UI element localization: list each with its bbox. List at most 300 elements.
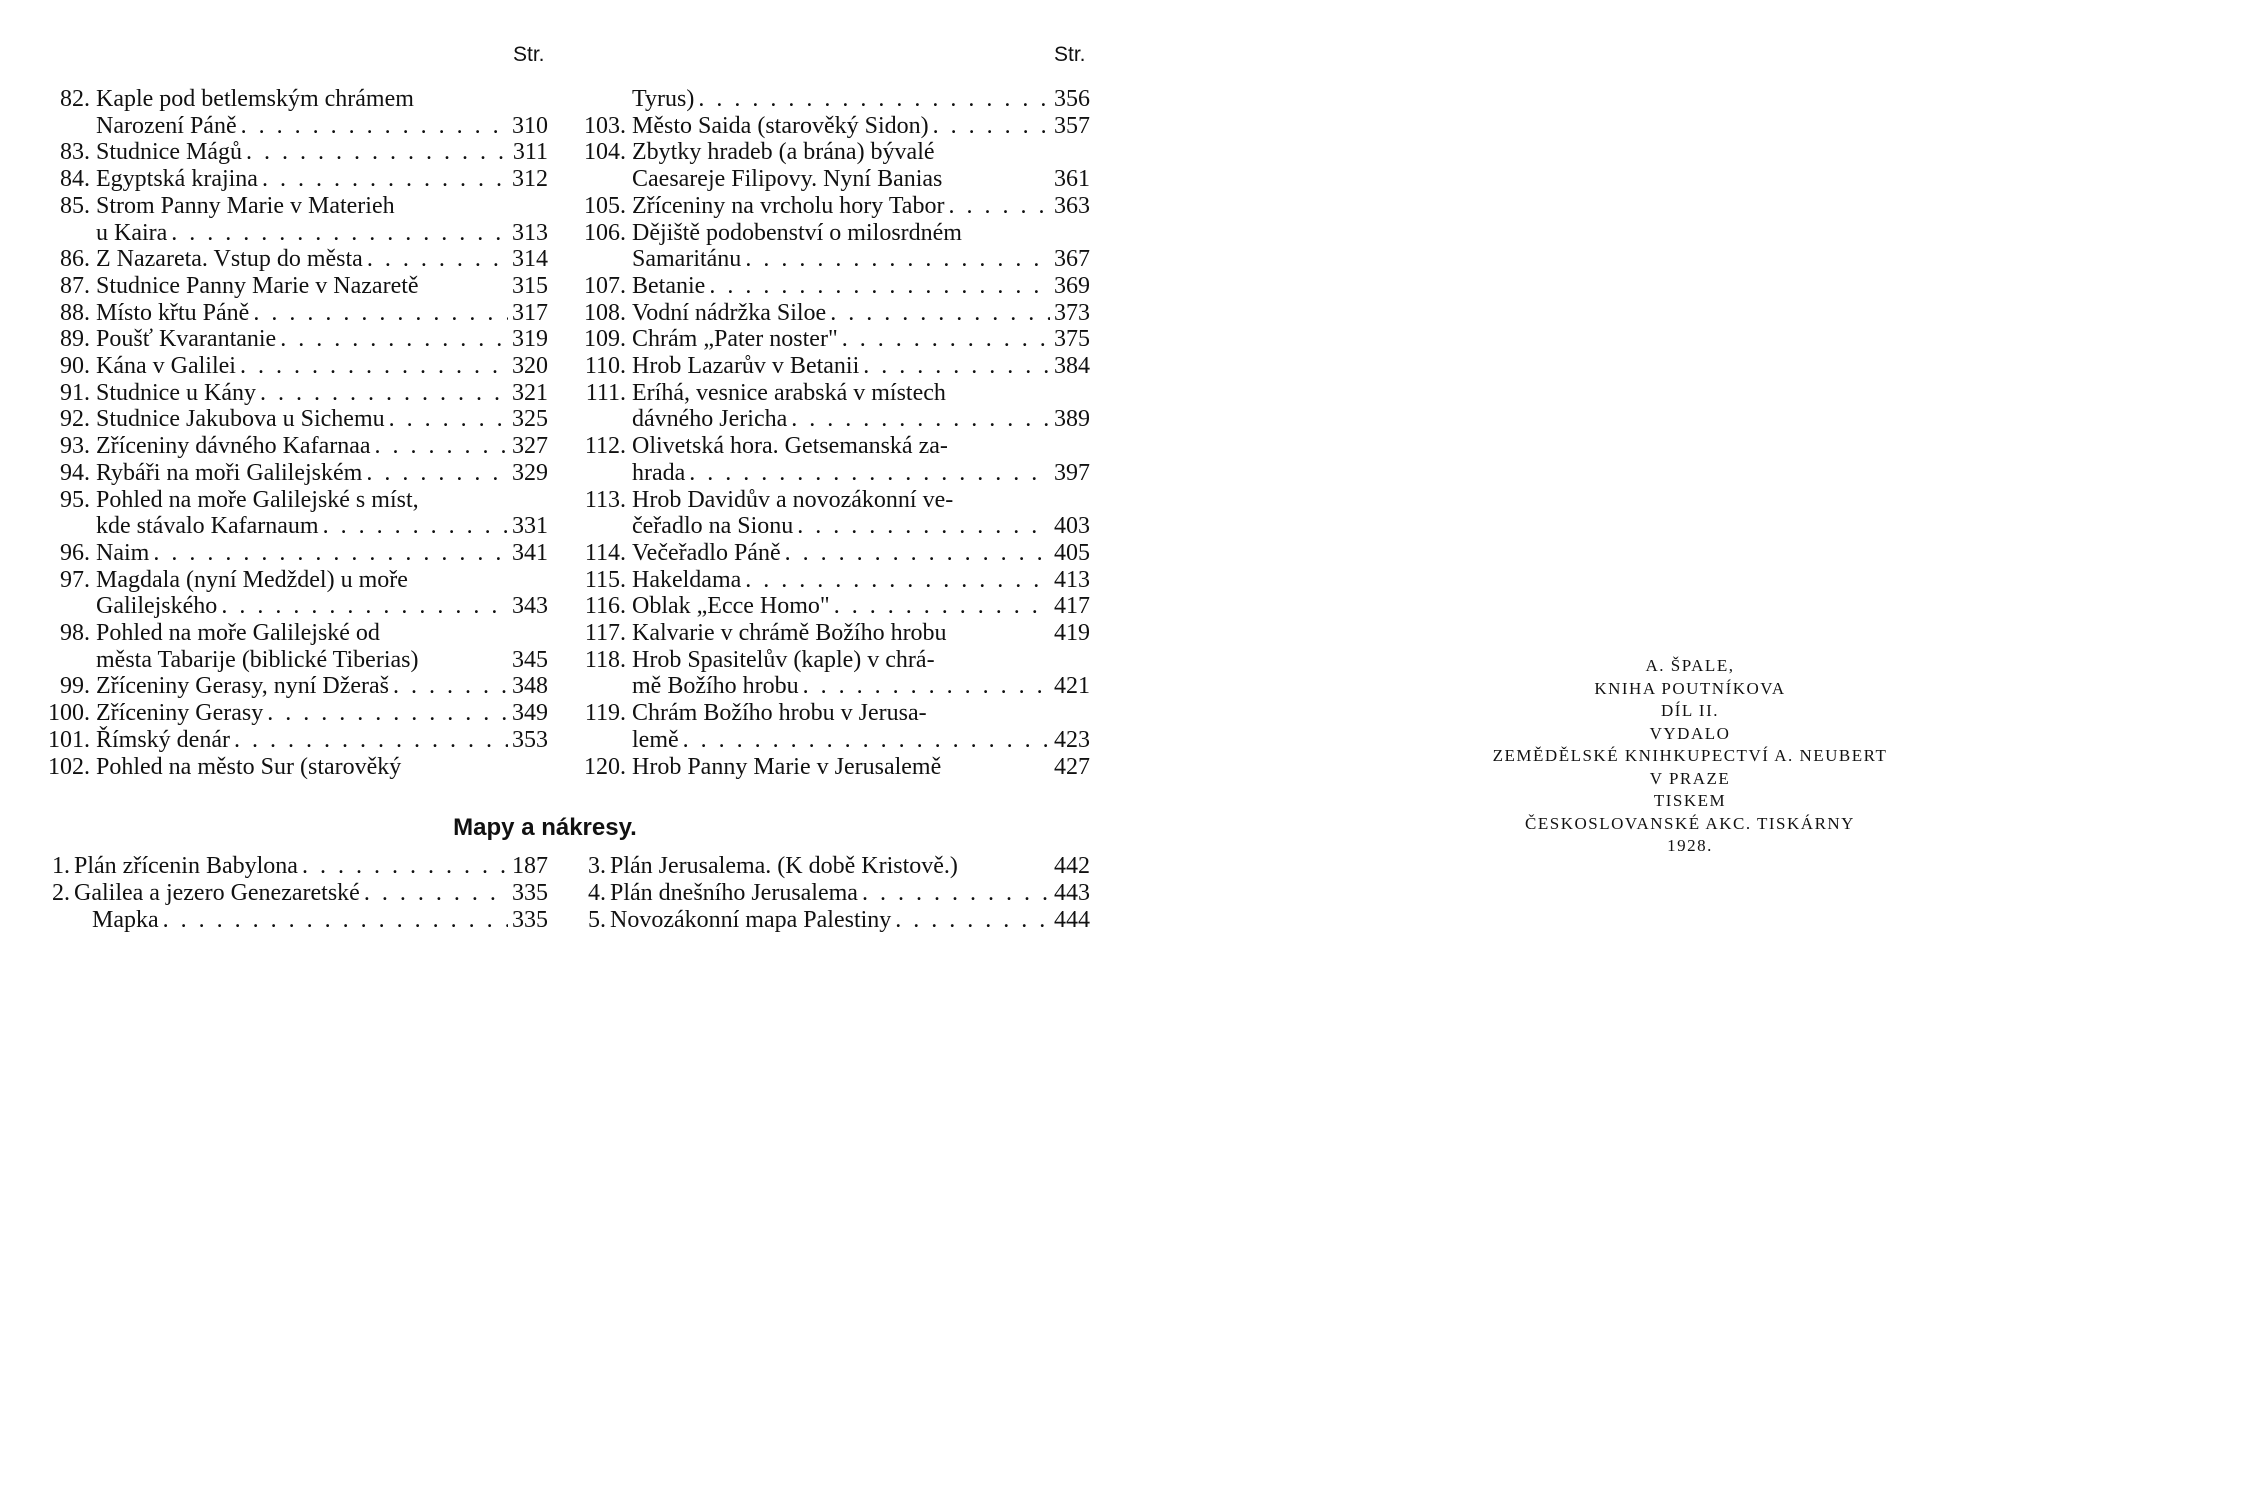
entry-title: Hrob Panny Marie v Jerusalemě [632,753,942,780]
toc-entry [576,326,1090,353]
entry-number: 113. [584,486,626,513]
entry-number: 106. [584,219,626,246]
entry-title: Egyptská krajina [96,166,258,193]
entry-number: 86. [60,246,90,273]
entry-number: 85. [60,192,90,219]
entry-page-number: 320 [512,353,548,380]
entry-title: Narození Páně [96,112,237,139]
entry-page-number: 349 [512,700,548,727]
dot-leader [741,567,1050,594]
dot-leader [258,166,508,193]
entry-title: Rybáři na moři Galilejském [96,459,363,486]
toc-entry [576,380,1090,433]
toc-entry [576,754,1090,781]
entry-line [632,86,1090,113]
entry-title: Studnice Mágů [96,139,242,166]
entry-title: Chrám „Pater noster" [632,326,838,353]
maps-heading: Mapy a nákresy. [453,814,637,841]
entry-page-number: 417 [1054,593,1090,620]
toc-entry [576,700,1090,753]
entry-number: 104. [584,139,626,166]
entry-line [632,139,1090,166]
dot-leader [167,220,508,247]
toc-entry [576,647,1090,700]
entry-title: Galilejského [96,593,218,620]
entry-title: Vodní nádržka Siloe [632,299,827,326]
entry-line [610,880,1090,907]
entry-number: 99. [60,673,90,700]
entry-page-number: 319 [512,326,548,353]
dot-leader [705,273,1050,300]
entry-number: 83. [60,139,90,166]
entry-number: 114. [584,539,626,566]
entry-line [96,113,548,140]
toc-entry [40,406,548,433]
entry-line [96,620,548,647]
entry-line [96,166,548,193]
dot-leader [793,513,1050,540]
entry-title: Zříceniny na vrcholu hory Tabor [632,192,945,219]
dot-leader [858,880,1050,907]
entry-line [632,513,1090,540]
entry-line [632,460,1090,487]
dot-leader [741,246,1050,273]
entry-page-number: 335 [512,880,548,906]
entry-page-number: 423 [1054,726,1090,753]
toc-entry [40,193,548,246]
entry-number: 5. [588,907,606,933]
toc-entry [40,460,548,487]
colophon-line: ZEMĚDĚLSKÉ KNIHKUPECTVÍ A. NEUBERT [1492,746,1888,765]
dot-leader [230,727,508,754]
entry-line [632,300,1090,327]
entry-title: Plán zřícenin Babylona [74,853,298,879]
entry-title: Tyrus) [632,86,695,112]
entry-title: Hrob Lazarův v Betanii [632,353,860,380]
dot-leader [217,593,508,620]
entry-number: 108. [584,299,626,326]
entry-number: 89. [60,326,90,353]
entry-line [96,326,548,353]
dot-leader [679,727,1050,754]
entry-title: Betanie [632,272,706,299]
entry-line [96,700,548,727]
maps-column-right [576,853,1090,934]
entry-line [96,300,548,327]
entry-page-number: 442 [1054,853,1090,879]
entry-line [632,193,1090,220]
page-column-header-left: Str. [513,43,545,66]
entry-title: Naim [96,539,150,566]
entry-line [632,433,1090,460]
entry-number: 88. [60,299,90,326]
map-list-item [576,907,1090,934]
entry-number: 118. [584,646,626,673]
colophon-line: DÍL II. [1660,701,1719,720]
entry-line [96,487,548,514]
entry-page-number: 427 [1054,753,1090,780]
toc-entry [40,273,548,300]
entry-page-number: 348 [512,673,548,700]
entry-number: 91. [60,379,90,406]
entry-line [632,246,1090,273]
entry-page-number: 325 [512,406,548,433]
entry-line [632,406,1090,433]
toc-entry [576,567,1090,594]
entry-number: 4. [588,880,606,906]
entry-title: Dějiště podobenství o milosrdném [632,219,962,246]
entry-line [632,593,1090,620]
entry-number: 117. [584,620,626,647]
toc-entry [40,567,548,620]
entry-title: kde stávalo Kafarnaum [96,513,319,540]
toc-entry [40,700,548,727]
toc-entry [40,139,548,166]
entry-number: 96. [60,539,90,566]
entry-title: Pohled na moře Galilejské od [96,620,380,647]
entry-page-number: 419 [1054,620,1090,647]
entry-number: 92. [60,406,90,433]
entry-page-number: 310 [512,112,548,139]
entry-line [74,907,548,934]
entry-line [632,754,1090,781]
entry-title: Studnice u Kány [96,379,256,406]
entry-number: 112. [584,433,626,460]
dot-leader [319,513,508,540]
entry-number: 2. [52,880,70,906]
toc-entry [576,193,1090,220]
entry-page-number: 353 [512,726,548,753]
entry-title: Místo křtu Páně [96,299,250,326]
entry-line [96,246,548,273]
entry-number: 87. [60,272,90,299]
entry-page-number: 421 [1054,673,1090,700]
entry-title: Mapka [92,907,159,933]
colophon-line: VYDALO [1649,723,1731,743]
dot-leader [838,326,1050,353]
entry-number: 115. [584,566,626,593]
entry-page-number: 187 [512,853,548,879]
toc-entry [576,433,1090,486]
entry-page-number: 397 [1054,459,1090,486]
entry-number: 93. [60,433,90,460]
entry-title: Kalvarie v chrámě Božího hrobu [632,620,947,647]
dot-leader [389,673,508,700]
entry-page-number: 356 [1054,86,1090,112]
dot-leader [237,113,508,140]
entry-line [96,647,548,674]
toc-entry [576,300,1090,327]
dot-leader [859,353,1050,380]
entry-number: 82. [60,86,90,112]
toc-entry [576,113,1090,140]
entry-number: 102. [48,753,90,780]
dot-leader [787,406,1050,433]
colophon-line: A. ŠPALE, [1645,656,1735,675]
entry-title: Plán Jerusalema. (K době Kristově.) [610,853,958,879]
entry-page-number: 444 [1054,907,1090,933]
entry-line [632,540,1090,567]
entry-number: 109. [584,326,626,353]
entry-page-number: 335 [512,907,548,933]
entry-number: 1. [52,853,70,879]
entry-page-number: 369 [1054,272,1090,299]
entry-title: Hrob Davidův a novozákonní ve- [632,486,954,513]
dot-leader [360,880,508,907]
toc-entry [576,273,1090,300]
entry-title: Kána v Galilei [96,353,236,380]
entry-title: Hakeldama [632,566,742,593]
toc-column-right [576,86,1090,780]
dot-leader [236,353,508,380]
entry-line [632,380,1090,407]
entry-line [96,433,548,460]
entry-page-number: 403 [1054,513,1090,540]
entry-title: dávného Jericha [632,406,788,433]
toc-entry [40,246,548,273]
entry-line [632,673,1090,700]
dot-leader [799,673,1050,700]
toc-entry [40,487,548,540]
dot-leader [276,326,508,353]
entry-title: Plán dnešního Jerusalema [610,880,858,906]
entry-page-number: 312 [512,166,548,193]
dot-leader [159,907,508,934]
entry-title: mě Božího hrobu [632,673,799,700]
entry-line [74,880,548,907]
entry-title: Samaritánu [632,246,742,273]
entry-line [632,700,1090,727]
toc-entry [576,593,1090,620]
entry-line [96,540,548,567]
entry-line [96,727,548,754]
toc-column-left [40,86,548,780]
entry-title: Strom Panny Marie v Materieh [96,192,395,219]
entry-page-number: 331 [512,513,548,540]
toc-entry [40,380,548,407]
entry-title: lemě [632,726,679,753]
colophon-line: V PRAZE [1649,768,1731,788]
entry-line [632,326,1090,353]
entry-line [632,567,1090,594]
entry-title: Galilea a jezero Genezaretské [74,880,360,906]
toc-entry [40,86,548,139]
toc-entry [576,620,1090,647]
entry-title: Večeřadlo Páně [632,539,781,566]
entry-number: 3. [588,853,606,879]
map-list-item [576,853,1090,880]
toc-entry [40,166,548,193]
entry-title: Studnice Panny Marie v Nazaretě [96,272,419,299]
entry-page-number: 313 [512,219,548,246]
entry-number: 90. [60,353,90,380]
dot-leader [362,460,508,487]
entry-line [96,567,548,594]
toc-entry [576,139,1090,192]
entry-line [632,647,1090,674]
entry-title: Magdala (nyní Medždel) u moře [96,566,408,593]
entry-line [610,853,1090,880]
entry-title: hrada [632,459,686,486]
dot-leader [385,406,508,433]
entry-line [96,406,548,433]
toc-entry [40,353,548,380]
entry-page-number: 357 [1054,112,1090,139]
entry-line [96,86,548,113]
entry-line [96,353,548,380]
entry-title: Chrám Božího hrobu v Jerusa- [632,700,927,727]
entry-title: Z Nazareta. Vstup do města [96,246,363,273]
entry-line [96,380,548,407]
entry-line [74,853,548,880]
entry-page-number: 384 [1054,353,1090,380]
entry-number: 116. [584,593,626,620]
entry-number: 111. [585,379,626,406]
toc-entry [40,540,548,567]
entry-line [632,113,1090,140]
entry-number: 84. [60,166,90,193]
entry-number: 105. [584,192,626,219]
entry-title: Pohled na město Sur (starověký [96,753,402,780]
entry-page-number: 317 [512,299,548,326]
entry-title: Hrob Spasitelův (kaple) v chrá- [632,646,935,673]
entry-line [96,193,548,220]
entry-number: 107. [584,272,626,299]
entry-number: 97. [60,566,90,593]
toc-entry [576,220,1090,273]
entry-page-number: 343 [512,593,548,620]
entry-title: čeřadlo na Sionu [632,513,794,540]
toc-entry [576,86,1090,113]
entry-title: Kaple pod betlemským chrámem [96,86,414,112]
entry-title: Město Saida (starověký Sidon) [632,112,929,139]
entry-page-number: 329 [512,459,548,486]
entry-number: 119. [584,700,626,727]
toc-entry [576,487,1090,540]
colophon-line: KNIHA POUTNÍKOVA [1594,678,1786,698]
toc-entry [40,300,548,327]
dot-leader [149,540,508,567]
toc-entry [40,673,548,700]
dot-leader [929,113,1050,140]
entry-title: Zříceniny dávného Kafarnaa [96,433,371,460]
entry-number: 120. [584,753,626,780]
dot-leader [263,700,508,727]
entry-line [632,620,1090,647]
entry-page-number: 413 [1054,566,1090,593]
entry-title: Zříceniny Gerasy, nyní Džeraš [96,673,389,700]
entry-title: Poušť Kvarantanie [96,326,277,353]
map-list-item [576,880,1090,907]
entry-line [96,460,548,487]
page-column-header-right: Str. [1054,43,1086,66]
entry-page-number: 373 [1054,299,1090,326]
dot-leader [298,853,508,880]
colophon-line: 1928. [1667,836,1713,855]
entry-page-number: 405 [1054,539,1090,566]
toc-entry [576,353,1090,380]
entry-line [632,487,1090,514]
entry-page-number: 363 [1054,192,1090,219]
entry-page-number: 367 [1054,246,1090,273]
colophon-line: ČESKOSLOVANSKÉ AKC. TISKÁRNY [1525,813,1855,833]
entry-page-number: 327 [512,433,548,460]
dot-leader [826,300,1050,327]
entry-title: u Kaira [96,219,168,246]
map-list-item [40,853,548,880]
entry-title: Caesareje Filipovy. Nyní Banias [632,166,943,193]
entry-number: 110. [584,353,626,380]
entry-number: 101. [48,726,90,753]
dot-leader [242,139,508,166]
toc-entry [40,727,548,754]
entry-title: Zříceniny Gerasy [96,700,264,727]
entry-title: Studnice Jakubova u Sichemu [96,406,385,433]
entry-title: Pohled na moře Galilejské s míst, [96,486,419,513]
entry-page-number: 345 [512,646,548,673]
entry-line [632,353,1090,380]
entry-title: Novozákonní mapa Palestiny [610,907,892,933]
entry-page-number: 443 [1054,880,1090,906]
entry-title: Římský denár [96,726,230,753]
entry-page-number: 375 [1054,326,1090,353]
entry-page-number: 321 [512,379,548,406]
entry-line [632,220,1090,247]
dot-leader [249,300,508,327]
entry-line [96,513,548,540]
entry-number: 100. [48,700,90,727]
entry-title: Olivetská hora. Getsemanská za- [632,433,948,460]
entry-page-number: 341 [512,539,548,566]
maps-column-left [40,853,548,934]
toc-entry [40,326,548,353]
entry-page-number: 389 [1054,406,1090,433]
toc-entry [40,433,548,460]
dot-leader [781,540,1050,567]
dot-leader [371,433,508,460]
toc-entry [40,620,548,673]
dot-leader [256,380,508,407]
entry-number: 98. [60,620,90,647]
entry-page-number: 361 [1054,166,1090,193]
entry-line [96,139,548,166]
entry-title: Oblak „Ecce Homo" [632,593,830,620]
entry-line [96,593,548,620]
entry-line [96,754,548,781]
dot-leader [891,907,1050,934]
dot-leader [363,246,508,273]
toc-entry [576,540,1090,567]
entry-title: Zbytky hradeb (a brána) bývalé [632,139,935,166]
entry-number: 103. [584,112,626,139]
entry-line [632,727,1090,754]
map-list-item [40,880,548,934]
entry-line [96,273,548,300]
entry-number: 94. [60,459,90,486]
entry-title: města Tabarije (biblické Tiberias) [96,646,419,673]
toc-entry [40,754,548,781]
entry-line [610,907,1090,934]
entry-line [96,220,548,247]
dot-leader [685,460,1050,487]
entry-line [632,166,1090,193]
dot-leader [694,86,1050,113]
entry-page-number: 311 [512,139,548,166]
dot-leader [944,193,1050,220]
entry-line [96,673,548,700]
colophon-line: TISKEM [1653,791,1727,810]
colophon [1420,655,1960,858]
